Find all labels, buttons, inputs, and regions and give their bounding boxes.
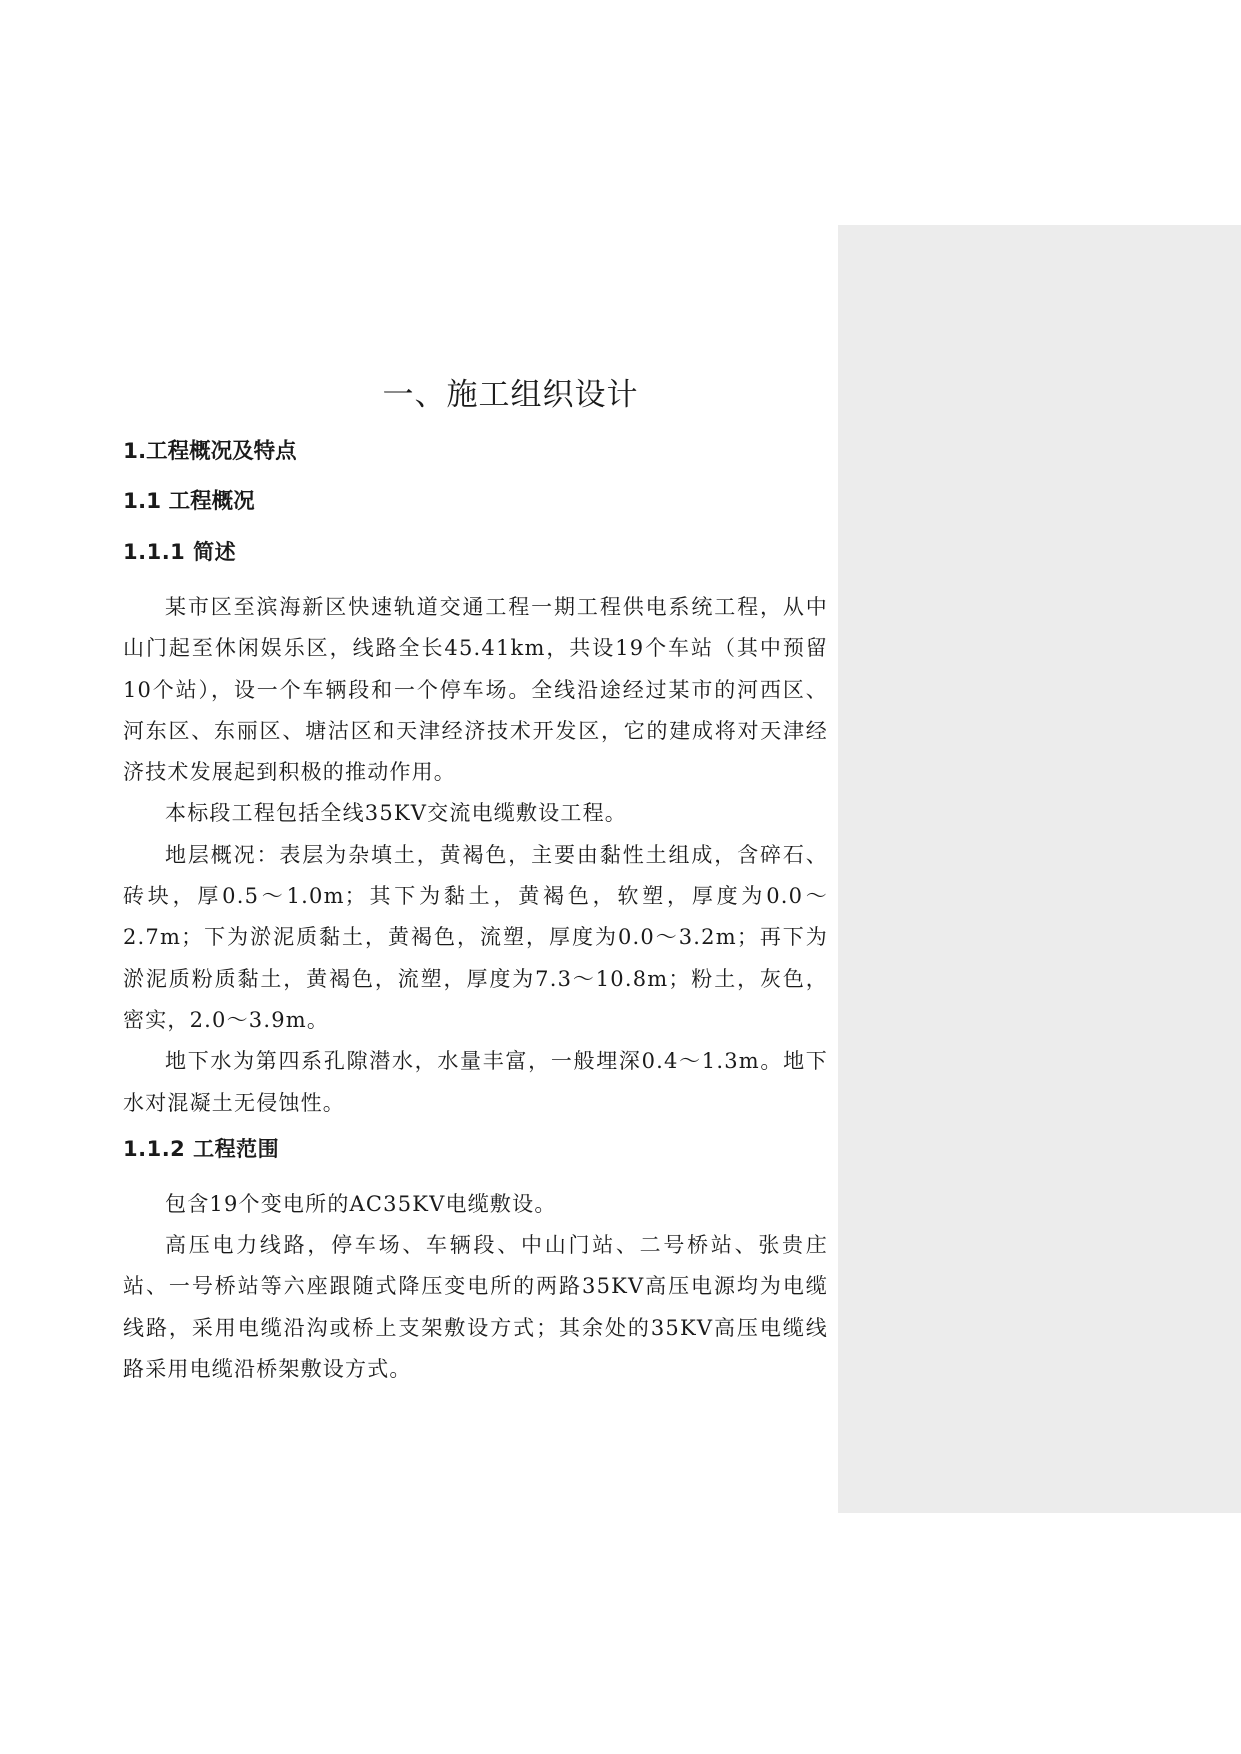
- overview-paragraph: 地层概况：表层为杂填土，黄褐色，主要由黏性土组成，含碎石、砖块，厚0.5～1.0m；其下为黏土，黄褐色，软塑，厚度为0.0～2.7m；下为淤泥质黏土，黄褐色，流塑，厚度为0.0～3.2m；再下为淤泥质粉质黏土，黄褐色，流塑，厚度为7.3～10.8m；粉土，灰色，密实，2.0～3.9m。: [123, 842, 828, 1032]
- section-heading-1-1: 1.1 工程概况: [123, 489, 255, 514]
- scope-paragraph: 高压电力线路，停车场、车辆段、中山门站、二号桥站、张贵庄站、一号桥站等六座跟随式降压变电所的两路35KV高压电源均为电缆线路，采用电缆沿沟或桥上支架敷设方式；其余处的35KV高压电缆线路采用电缆沿桥架敷设方式。: [123, 1233, 828, 1382]
- section-heading-1-1-1: 1.1.1 简述: [123, 540, 237, 564]
- chapter-title: 一、施工组织设计: [382, 377, 639, 413]
- section-heading-1: 1.工程概况及特点: [123, 439, 297, 464]
- scope-paragraph: 包含19个变电所的AC35KV电缆敷设。: [165, 1191, 557, 1216]
- overview-paragraph: 本标段工程包括全线35KV交流电缆敷设工程。: [165, 801, 627, 826]
- document-body: [123, 373, 828, 1390]
- comment-margin-pane: [838, 225, 1241, 1513]
- section-heading-1-1-2: 1.1.2 工程范围: [123, 1136, 280, 1161]
- overview-paragraph: 地下水为第四系孔隙潜水，水量丰富，一般埋深0.4～1.3m。地下水对混凝土无侵蚀性。: [123, 1049, 828, 1115]
- overview-paragraph: 某市区至滨海新区快速轨道交通工程一期工程供电系统工程，从中山门起至休闲娱乐区，线路全长45.41km，共设19个车站（其中预留10个站），设一个车辆段和一个停车场。全线沿途经过某市的河西区、河东区、东丽区、塘沽区和天津经济技术开发区，它的建成将对天津经济技术发展起到积极的推动作用。: [123, 595, 828, 785]
